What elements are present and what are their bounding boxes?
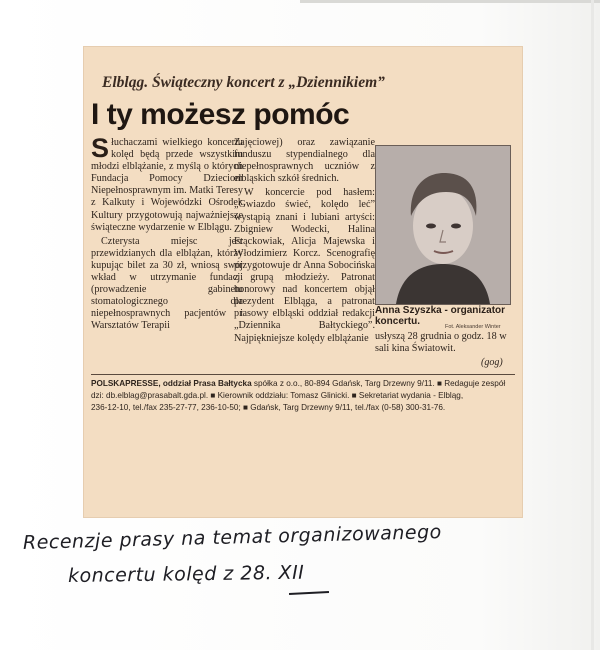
drop-cap: S [91, 133, 110, 163]
column-1-paragraph-2: Czterysta miejsc jest przewidzianych dla elblążan, którzy kupując bilet za 30 zł, wniosą swój wkład w utrzymanie fundacji (prowadzenie gabinetu stomatologicznego dla niepełnosprawnych pacjentów i Warsztatów Terapii [91, 235, 243, 332]
column-1-paragraph-1: łuchaczami wielkiego koncertu kolęd będą przede wszystkim młodzi elblążanie, z myślą o których Fundacja Pomocy Dzieciom Niepełnosprawnym im. Matki Teresy z Kalkuty i Wojewódzki Ośrodek Kultury przygotowują najważniejsze świąteczne wydarzenie w Elblągu. [91, 137, 243, 233]
portrait-photo [375, 145, 511, 305]
photo-caption: Anna Szyszka - organizator koncertu. [375, 305, 506, 327]
imprint-line-1 [91, 379, 521, 389]
handwritten-underline [289, 591, 329, 595]
column-2-paragraph-2: W koncercie pod hasłem: „Gwiazdo świeć, kolędo leć” wystąpią znani i lubiani artyści: Zbigniew Wodecki, Halina Frąckowiak, Alicja Majewska i Włodzimierz Korcz. Scenografię przygotowuje dr Anna Sobocińska z grupą młodzieży. Patronat honorowy nad koncertem objął prezydent Elbląga, a patronat prasowy elbląski oddział redakcji „Dziennika Bałtyckiego”. Najpiękniejsze kolędy elblążanie [234, 187, 375, 344]
author-signature: (gog) [481, 357, 503, 368]
article-column-1 [91, 133, 243, 335]
article-column-3: usłyszą 28 grudnia o godz. 18 w sali kina Światowit. [375, 331, 507, 355]
handwritten-note-line-1: Recenzje prasy na temat organizowanego [22, 521, 443, 554]
imprint-line-3: 236-12-10, tel./fax 235-27-77, 236-10-50; ■ Gdańsk, Targ Drzewny 9/11, tel./fax (0-58) 300-31-76. [91, 403, 446, 412]
binding-edge [591, 0, 594, 650]
portrait-figure [376, 146, 510, 304]
publisher-name: POLSKAPRESSE, oddział Prasa Bałtycka [91, 379, 252, 388]
page-edge-line [300, 0, 600, 3]
article-title: I ty możesz pomóc [91, 98, 350, 131]
column-2-paragraph-1: Zajęciowej) oraz zawiązanie funduszu stypendialnego dla niepełnosprawnych uczniów z elbląskich szkół średnich. [234, 137, 375, 185]
publisher-address: spółka z o.o., 80-894 Gdańsk, Targ Drzewny 9/11. ■ Redaguje zespół [251, 379, 506, 388]
article-column-2 [234, 137, 375, 347]
newspaper-clipping [84, 47, 522, 517]
handwritten-note-line-2: koncertu kolęd z 28. XII [67, 561, 305, 587]
imprint-line-2: dzi: db.elblag@prasabalt.gda.pl. ■ Kierownik oddziału: Tomasz Glinicki. ■ Sekretariat wydania - Elbląg, [91, 391, 464, 400]
photo-credit: Fot. Aleksander Winter [445, 324, 501, 330]
article-kicker: Elbląg. Świąteczny koncert z „Dziennikiem” [102, 74, 385, 91]
imprint-divider [91, 374, 515, 375]
